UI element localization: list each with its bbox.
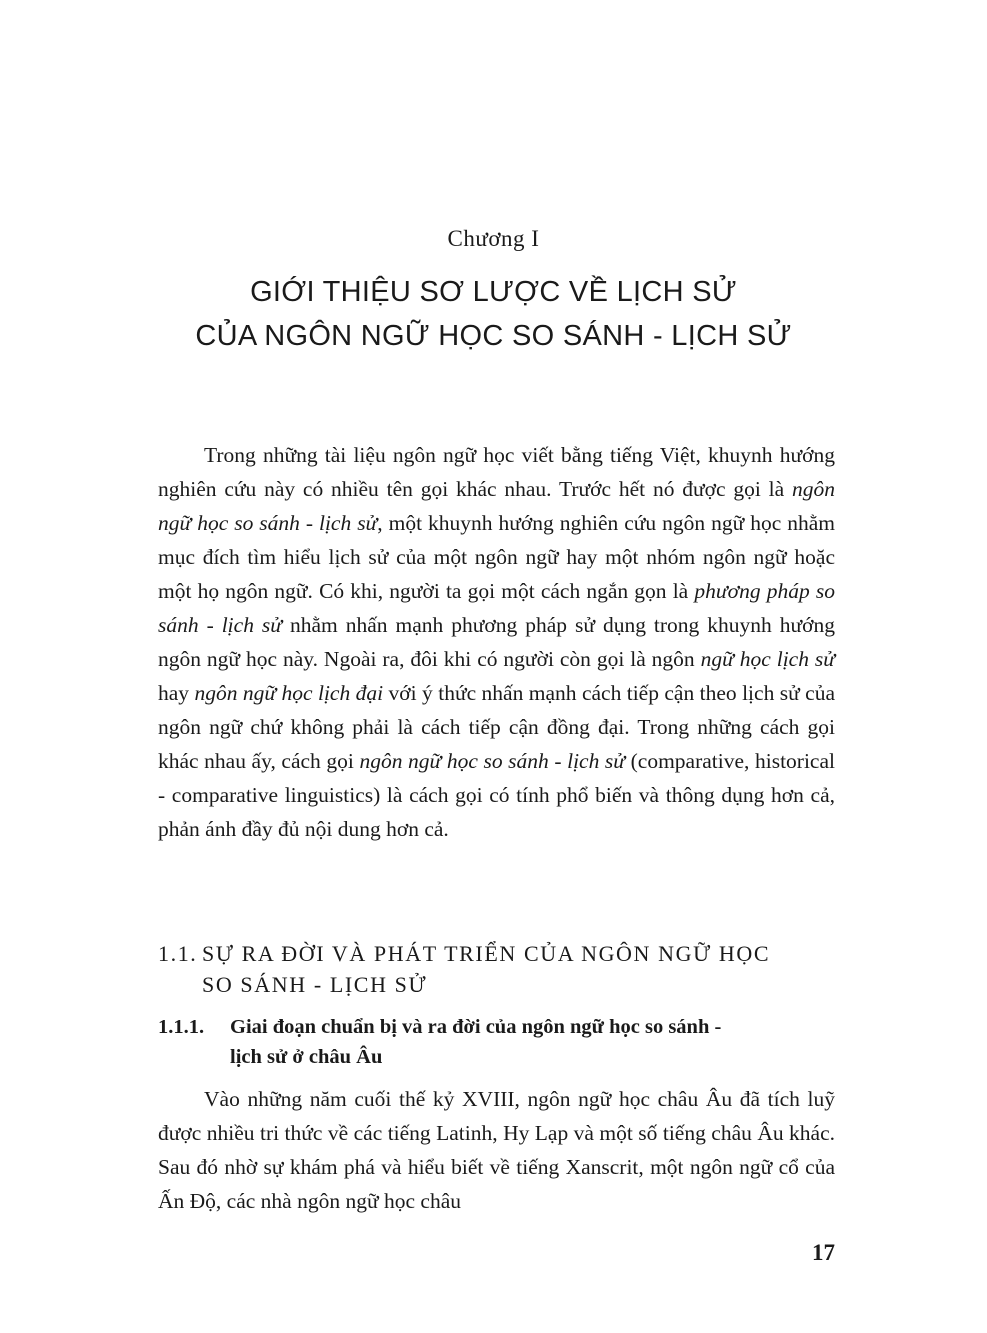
section-heading — [158, 938, 835, 1000]
intro-paragraph — [158, 438, 835, 846]
intro-text-3: nhằm nhấn mạnh phương pháp sử dụng trong khuynh hướng ngôn ngữ học này. Ngoài ra, đôi khi có người còn gọi là ngôn — [158, 613, 835, 671]
section-title-line-1: SỰ RA ĐỜI VÀ PHÁT TRIỂN CỦA NGÔN NGỮ HỌC — [202, 941, 771, 966]
intro-emphasis-2: phương pháp so sánh - lịch sử — [158, 579, 835, 637]
intro-text-6: (comparative, historical - comparative linguistics) là cách gọi có tính phổ biến và thông dụng hơn cả, phản ánh đầy đủ nội dung hơn cả. — [158, 749, 835, 841]
chapter-title-line-1: GIỚI THIỆU SƠ LƯỢC VỀ LỊCH SỬ — [250, 276, 737, 308]
intro-emphasis-5: ngôn ngữ học so sánh - lịch sử — [359, 749, 626, 773]
section-title-line-2: SO SÁNH - LỊCH SỬ — [202, 972, 428, 997]
chapter-title — [0, 270, 987, 358]
intro-emphasis-4: ngôn ngữ học lịch đại — [194, 681, 384, 705]
page-number: 17 — [812, 1240, 835, 1265]
intro-emphasis-3: ngữ học lịch sử — [700, 647, 835, 671]
intro-text-1: Trong những tài liệu ngôn ngữ học viết bằng tiếng Việt, khuynh hướng nghiên cứu này có nhiều tên gọi khác nhau. Trước hết nó được gọi là — [158, 443, 835, 501]
section-number: 1.1. — [158, 941, 198, 966]
intro-text-5: với ý thức nhấn mạnh cách tiếp cận theo lịch sử của ngôn ngữ chứ không phải là cách tiếp cận đồng đại. Trong những cách gọi khác nhau ấy, cách gọi — [158, 681, 836, 773]
intro-emphasis-1: ngôn ngữ học so sánh - lịch sử — [158, 477, 835, 535]
chapter-title-line-2: CỦA NGÔN NGỮ HỌC SO SÁNH - LỊCH SỬ — [195, 320, 792, 352]
intro-text-4: hay — [158, 681, 195, 705]
subsection-title-line-1: Giai đoạn chuẩn bị và ra đời của ngôn ngữ học so sánh - — [230, 1016, 722, 1038]
subsection-number: 1.1.1. — [158, 1016, 205, 1038]
chapter-label: Chương I — [447, 226, 540, 251]
subsection-title-line-2: lịch sử ở châu Âu — [230, 1046, 383, 1068]
subsection-heading — [158, 1012, 835, 1072]
intro-text-2: , một khuynh hướng nghiên cứu ngôn ngữ học nhằm mục đích tìm hiểu lịch sử của một ngôn ngữ hay một nhóm ngôn ngữ hoặc một họ ngôn ngữ. Có khi, người ta gọi một cách ngắn gọn là — [158, 511, 835, 603]
second-paragraph: Vào những năm cuối thế kỷ XVIII, ngôn ngữ học châu Âu đã tích luỹ được nhiều tri thức về các tiếng Latinh, Hy Lạp và một số tiếng châu Âu khác. Sau đó nhờ sự khám phá và hiểu biết về tiếng Xanscrit, một ngôn ngữ cổ của Ấn Độ, các nhà ngôn ngữ học châu — [158, 1087, 835, 1213]
